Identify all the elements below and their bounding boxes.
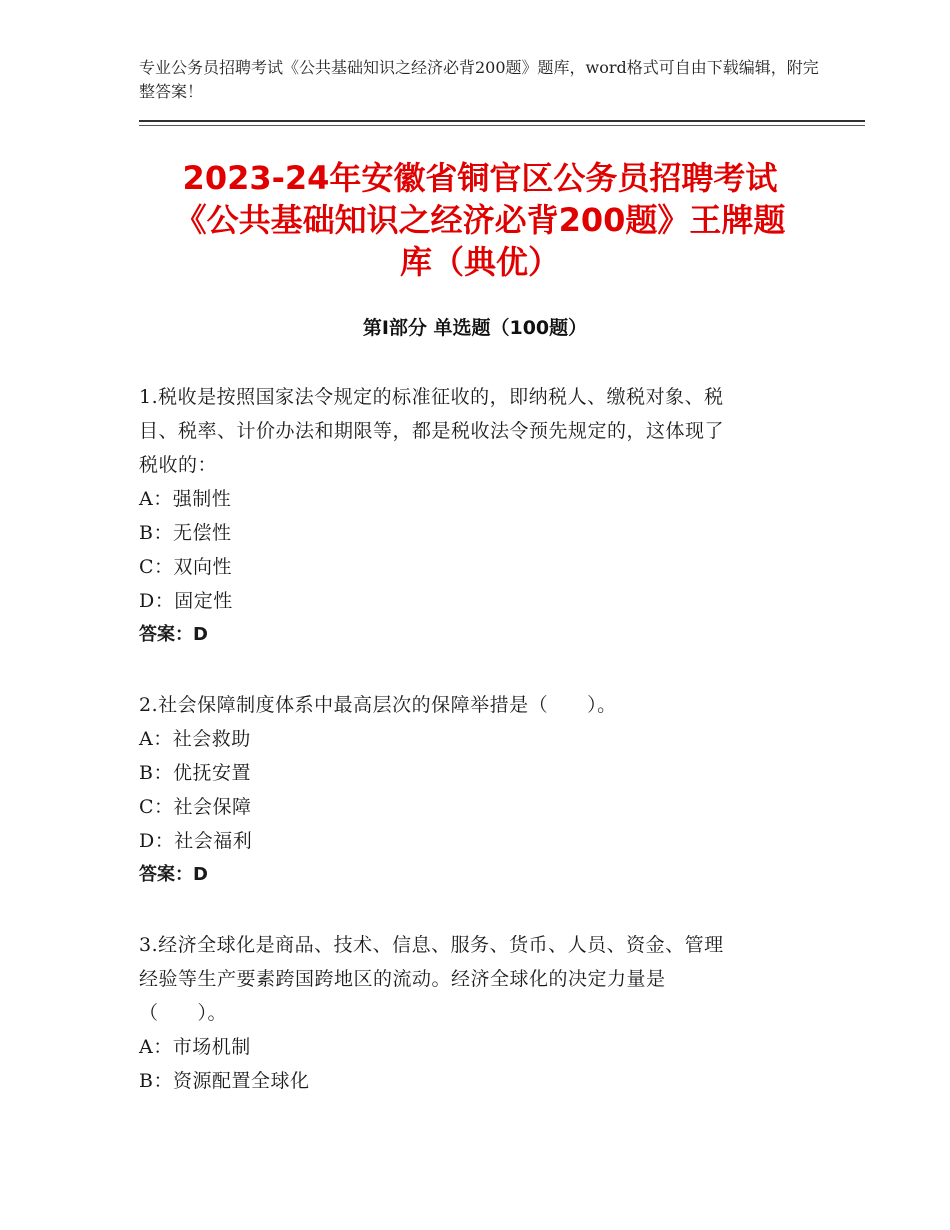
- header-divider-thin: [139, 125, 865, 126]
- question-stem-line: 2.社会保障制度体系中最高层次的保障举措是（ ）。: [139, 694, 617, 716]
- question-stem-line: 经验等生产要素跨国跨地区的流动。经济全球化的决定力量是: [139, 968, 666, 990]
- document-title: [100, 157, 860, 283]
- option-a: A：强制性: [139, 488, 232, 510]
- header-divider-thick: [139, 120, 865, 122]
- question-stem-line: 3.经济全球化是商品、技术、信息、服务、货币、人员、资金、管理: [139, 934, 724, 956]
- question-2-stem: [139, 688, 809, 722]
- question-3: [139, 928, 809, 1098]
- title-line-2: 《公共基础知识之经济必背200题》王牌题: [174, 201, 786, 239]
- question-spacer: [139, 652, 809, 688]
- title-line-1: 2023-24年安徽省铜官区公务员招聘考试: [182, 159, 778, 197]
- question-stem-line: 目、税率、计价办法和期限等，都是税收法令预先规定的，这体现了: [139, 420, 725, 442]
- question-1-stem: [139, 380, 809, 482]
- answer: 答案：D: [139, 864, 208, 885]
- question-1: [139, 380, 809, 652]
- option-b: B：资源配置全球化: [139, 1070, 310, 1092]
- header-note: 专业公务员招聘考试《公共基础知识之经济必背200题》题库，word格式可自由下载编辑，附完整答案！: [139, 58, 819, 101]
- option-c: C：社会保障: [139, 796, 252, 818]
- title-line-3: 库（典优）: [399, 243, 560, 281]
- option-b: B：无偿性: [139, 522, 232, 544]
- question-3-stem: [139, 928, 809, 1030]
- question-spacer: [139, 892, 809, 928]
- question-2: [139, 688, 809, 892]
- question-list: [139, 380, 809, 1098]
- option-a: A：市场机制: [139, 1036, 251, 1058]
- option-c: C：双向性: [139, 556, 233, 578]
- option-d: D：固定性: [139, 590, 233, 612]
- question-stem-line: （ ）。: [139, 1002, 228, 1024]
- option-a: A：社会救助: [139, 728, 251, 750]
- question-stem-line: 税收的：: [139, 454, 218, 476]
- option-b: B：优抚安置: [139, 762, 251, 784]
- section-title: 第I部分 单选题（100题）: [362, 317, 588, 339]
- question-stem-line: 1.税收是按照国家法令规定的标准征收的，即纳税人、缴税对象、税: [139, 386, 724, 408]
- answer: 答案：D: [139, 624, 208, 645]
- option-d: D：社会福利: [139, 830, 253, 852]
